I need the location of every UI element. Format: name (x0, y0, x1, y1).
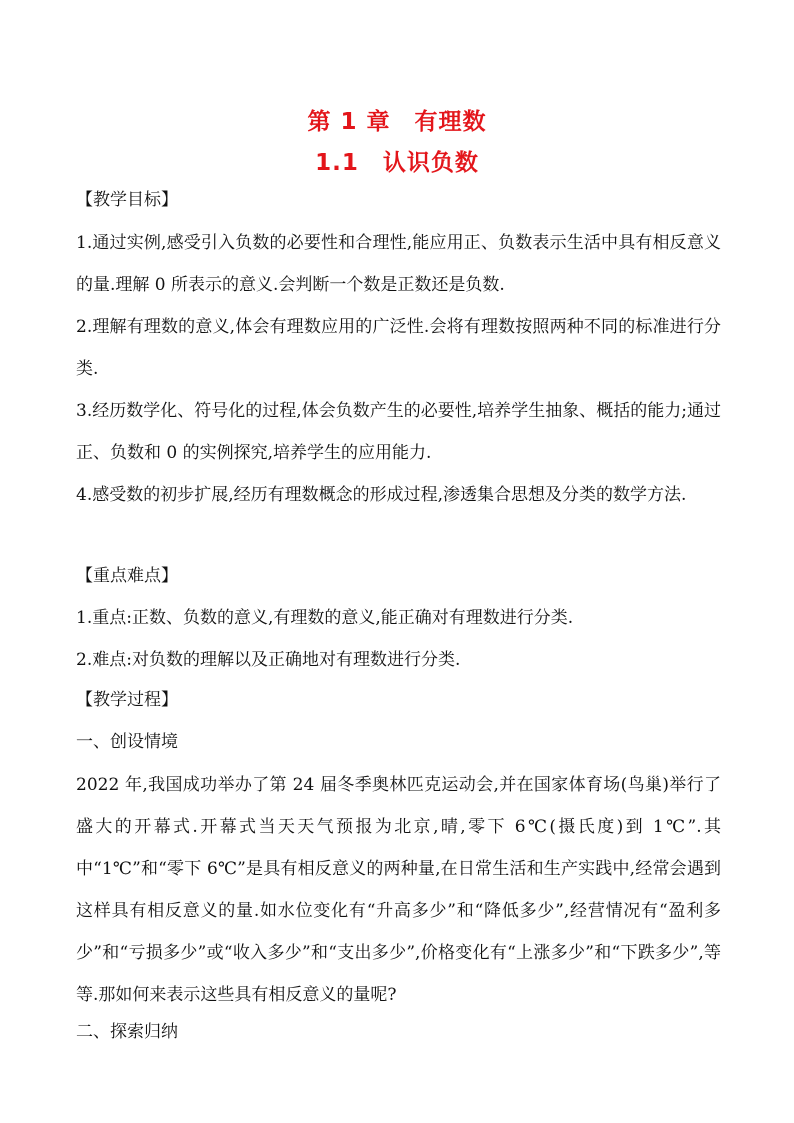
objective-item-4: 4.感受数的初步扩展,经历有理数概念的形成过程,渗透集合思想及分类的数学方法. (76, 485, 687, 505)
objective-item-2: 2.理解有理数的意义,体会有理数应用的广泛性.会将有理数按照两种不同的标准进行分类. (76, 317, 721, 379)
objective-item-1: 1.通过实例,感受引入负数的必要性和合理性,能应用正、负数表示生活中具有相反意义的量.理解 0 所表示的意义.会判断一个数是正数还是负数. (76, 233, 721, 295)
process-step-1-text: 2022 年,我国成功举办了第 24 届冬季奥林匹克运动会,并在国家体育场(鸟巢)举行了盛大的开幕式.开幕式当天天气预报为北京,晴,零下 6℃(摄氏度)到 1℃”.其中“1℃”和“零下 6℃”是具有相反意义的两种量,在日常生活和生产实践中,经常会遇到这样具有相反意义的量.如水位变化有“升高多少”和“降低多少”,经营情况有“盈利多少”和“亏损多少”或“收入多少”和“支出多少”,价格变化有“上涨多少”和“下跌多少”,等等.那如何来表示这些具有相反意义的量呢? (76, 775, 722, 1005)
objective-item-3: 3.经历数学化、符号化的过程,体会负数产生的必要性,培养学生抽象、概括的能力;通过正、负数和 0 的实例探究,培养学生的应用能力. (76, 401, 721, 463)
process-heading: 【教学过程】 (76, 690, 178, 710)
key-points-heading: 【重点难点】 (76, 566, 178, 586)
key-point-item-2: 2.难点:对负数的理解以及正确地对有理数进行分类. (76, 650, 461, 670)
section-title: 1.1 认识负数 (315, 150, 479, 176)
chapter-title: 第 1 章 有理数 (307, 109, 487, 135)
objectives-heading: 【教学目标】 (76, 190, 178, 210)
process-step-1-title: 一、创设情境 (76, 732, 178, 752)
process-step-2-title: 二、探索归纳 (76, 1022, 178, 1042)
key-point-item-1: 1.重点:正数、负数的意义,有理数的意义,能正确对有理数进行分类. (76, 608, 574, 628)
